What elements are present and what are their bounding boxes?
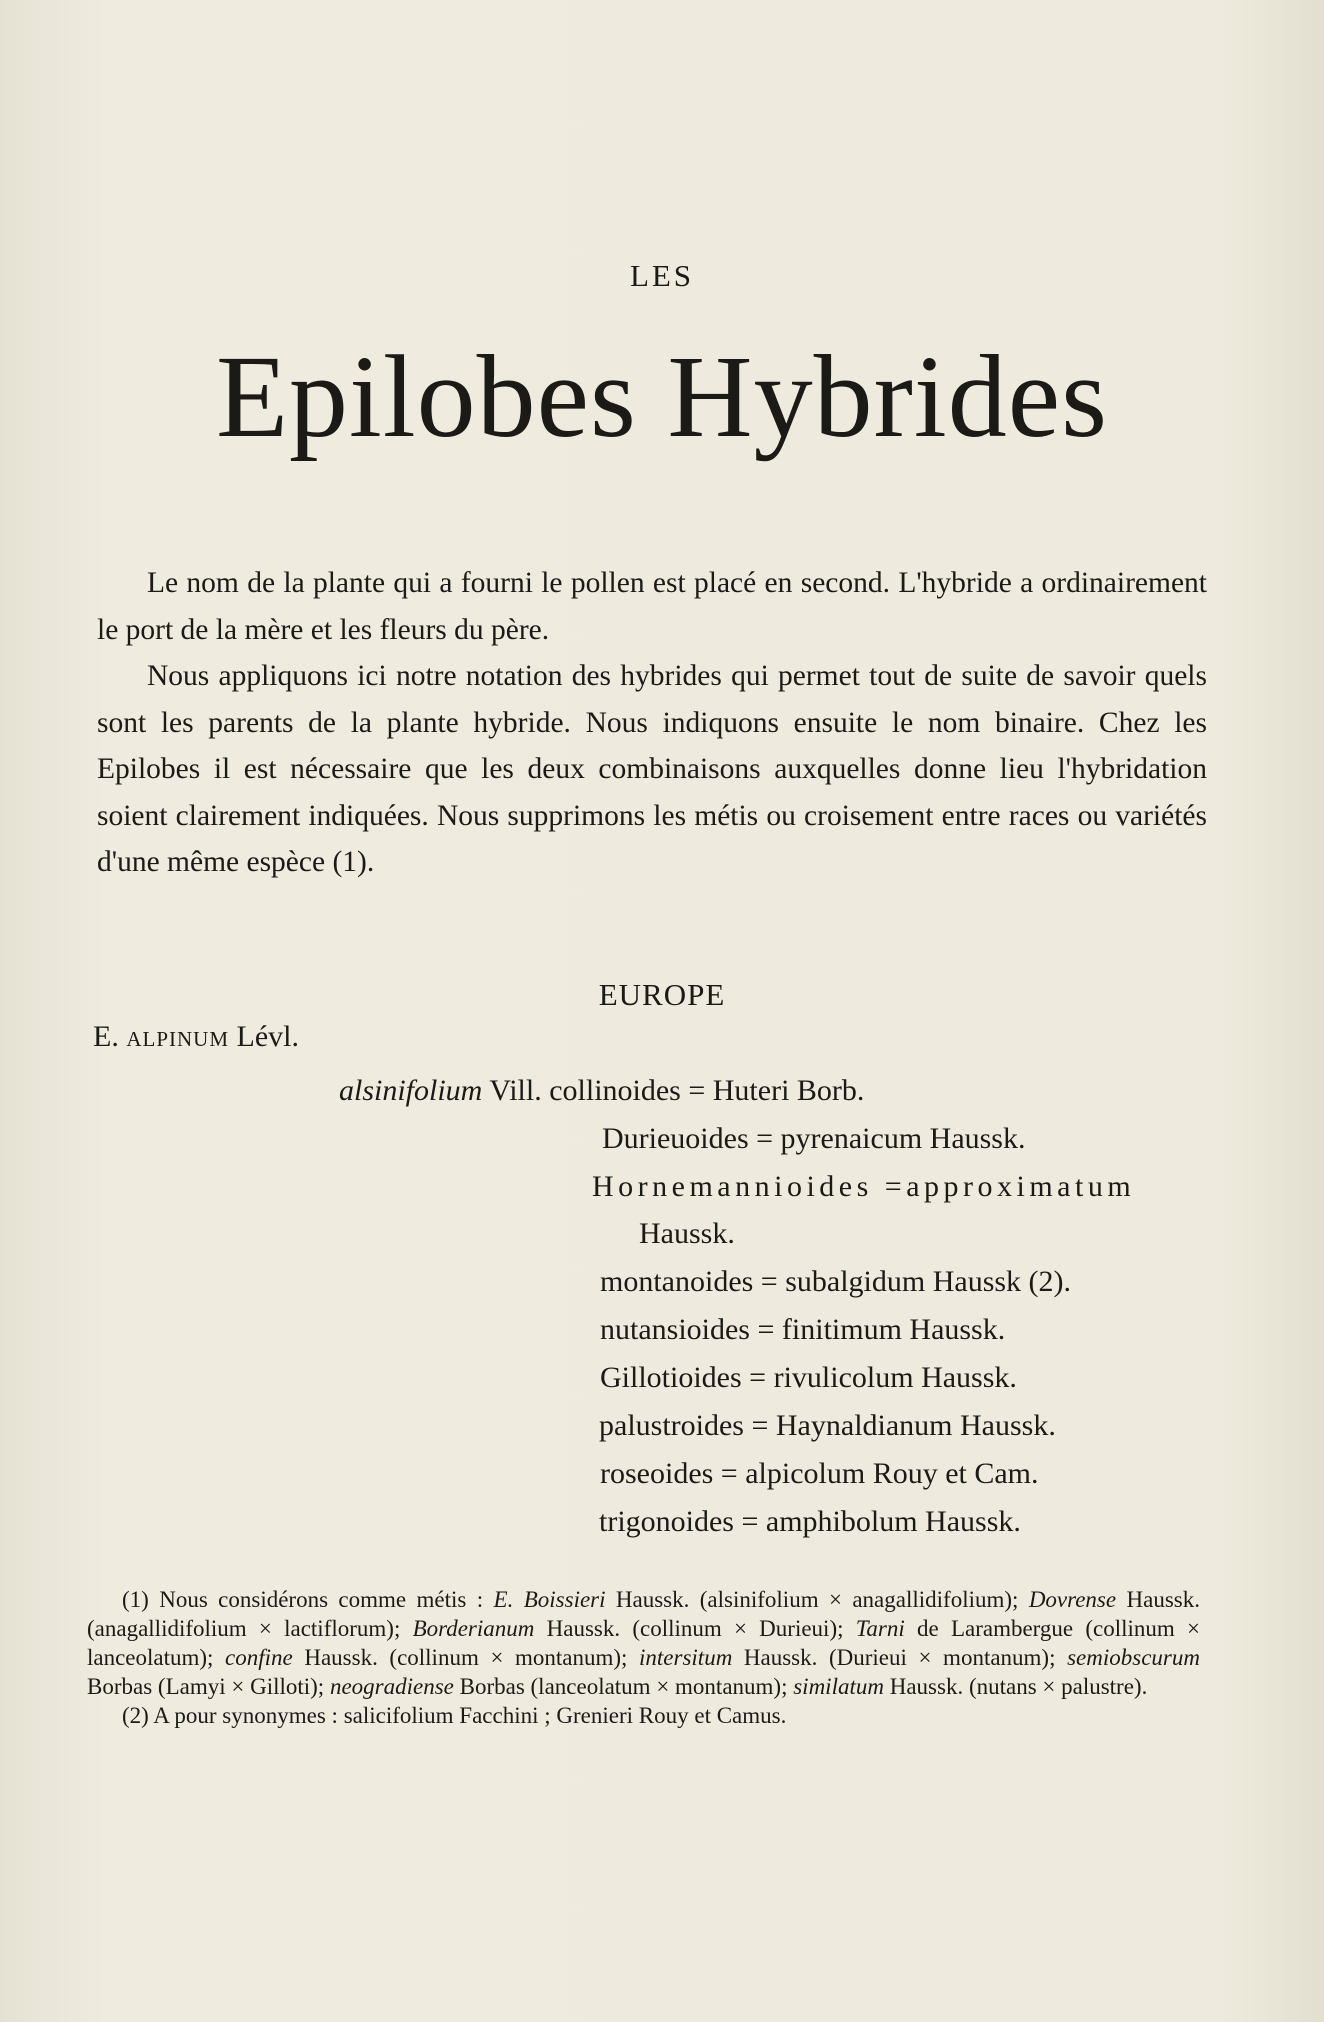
footnote-taxon: Tarni (855, 1616, 905, 1641)
hybrid-line: Gillotioides = rivulicolum Haussk. (600, 1361, 1017, 1394)
hybrid-line: trigonoides = amphibolum Haussk. (599, 1505, 1021, 1538)
hybrid-line: nutansioides = finitimum Haussk. (600, 1313, 1006, 1346)
footnote-text: Haussk. (nutans × palustre). (883, 1674, 1148, 1699)
species-abbr: E. (93, 1020, 119, 1053)
footnote-text: Haussk. (collinum × Durieui); (534, 1616, 856, 1641)
footnote-text: Haussk. (anagallidifolium × lactiflorum); (87, 1587, 1200, 1641)
species-entry (93, 1020, 299, 1054)
footnote-text: (1) Nous considérons comme métis : (122, 1587, 494, 1612)
footnote-2: (2) A pour synonymes : salicifolium Facchini ; Grenieri Rouy et Camus. (122, 1703, 787, 1728)
parent-author: Vill. (489, 1074, 542, 1107)
footnote-text: Haussk. (collinum × montanum); (292, 1645, 640, 1670)
intro-paragraph-2: Nous appliquons ici notre notation des hybrides qui permet tout de suite de savoir quels sont les parents de la plante hybride. Nous indiquons ensuite le nom binaire. Chez les Epilobes il est nécessaire que les deux combinaisons auxquelles donne lieu l'hybridation soient clairement indiquées. Nous supprimons les métis ou croisement entre races ou variétés d'une même espèce (1). (97, 660, 1207, 878)
footnote-text: Borbas (Lamyi × Gilloti); (87, 1674, 330, 1699)
species-name: ALPINUM (126, 1027, 229, 1051)
page-title: Epilobes Hybrides (215, 331, 1109, 462)
footnotes (87, 1585, 1200, 1730)
footnote-taxon: Dovrense (1028, 1587, 1117, 1612)
footnote-taxon: intersitum (639, 1645, 733, 1670)
hybrid-line: Hornemannioides =approximatum (592, 1170, 1136, 1203)
footnote-taxon: semiobscurum (1067, 1645, 1200, 1670)
footnote-1 (87, 1585, 1200, 1701)
title-kicker: LES (629, 258, 695, 293)
intro-paragraph-1: Le nom de la plante qui a fourni le pollen est placé en second. L'hybride a ordinairement le port de la mère et les fleurs du père. (97, 567, 1207, 646)
footnote-taxon: neogradiense (329, 1674, 454, 1699)
hybrid-line: montanoides = subalgidum Haussk (2). (600, 1265, 1072, 1298)
footnote-text: de Larambergue (collinum × lanceolatum); (87, 1616, 1200, 1670)
hybrid-line: roseoides = alpicolum Rouy et Cam. (600, 1457, 1039, 1490)
footnote-taxon: similatum (793, 1674, 884, 1699)
section-heading: EUROPE (598, 977, 726, 1012)
parent-line (339, 1074, 864, 1108)
footnote-text: Borbas (lanceolatum × montanum); (453, 1674, 794, 1699)
hybrid-line: Durieuoides = pyrenaicum Haussk. (602, 1122, 1026, 1155)
footnote-taxon: confine (225, 1645, 293, 1670)
footnote-text: Haussk. (alsinifolium × anagallidifolium); (605, 1587, 1029, 1612)
footnote-taxon: E. Boissieri (493, 1587, 606, 1612)
footnote-taxon: Borderianum (412, 1616, 535, 1641)
intro-text (97, 560, 1207, 886)
hybrid-line: Haussk. (639, 1217, 735, 1250)
hybrid-line: collinoides = Huteri Borb. (549, 1074, 865, 1107)
parent-name: alsinifolium (339, 1074, 483, 1107)
species-author: Lévl. (236, 1020, 299, 1053)
footnote-text: Haussk. (Durieui × montanum); (732, 1645, 1068, 1670)
hybrid-line: palustroides = Haynaldianum Haussk. (599, 1409, 1056, 1442)
